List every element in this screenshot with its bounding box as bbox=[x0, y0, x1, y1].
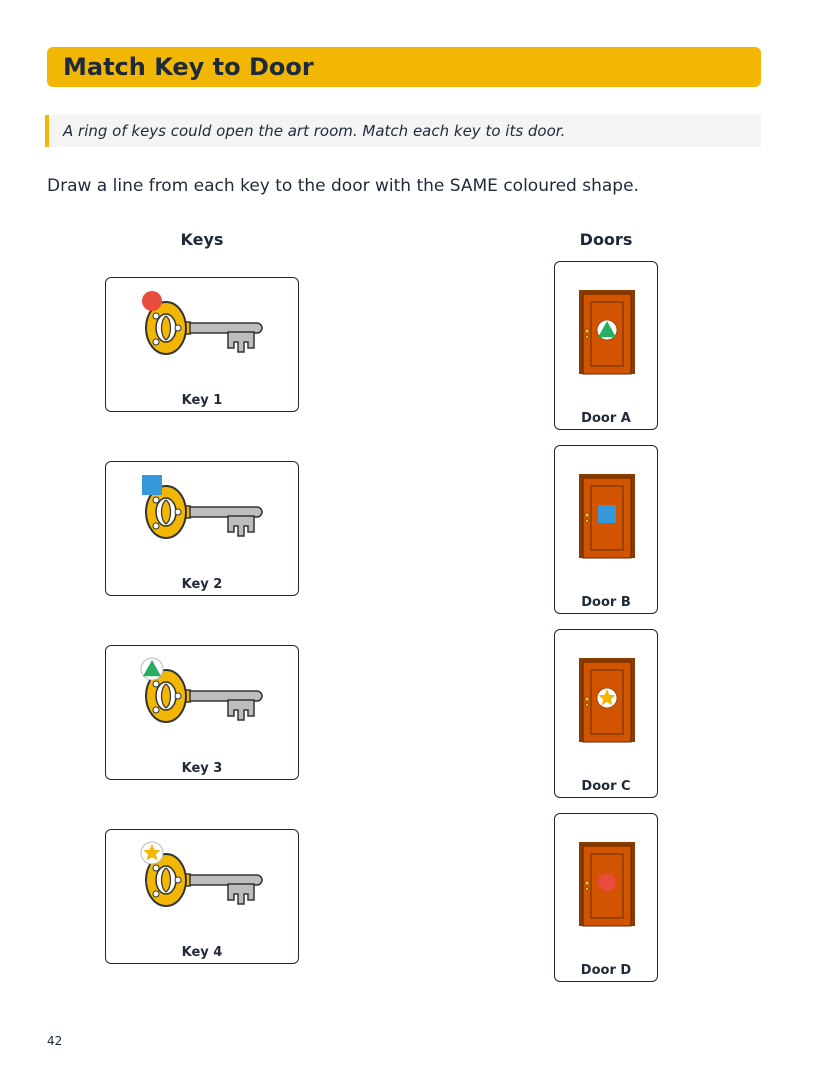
key-icon bbox=[136, 838, 276, 918]
page-title: Match Key to Door bbox=[63, 53, 314, 81]
door-label: Door A bbox=[581, 411, 631, 426]
door-icon bbox=[577, 472, 637, 562]
story-callout: A ring of keys could open the art room. Match each key to its door. bbox=[45, 115, 761, 147]
door-card-a[interactable] bbox=[554, 261, 658, 430]
door-icon bbox=[577, 288, 637, 378]
door-label: Door B bbox=[581, 595, 631, 610]
key-label: Key 1 bbox=[181, 393, 223, 408]
key-icon bbox=[136, 286, 276, 366]
key-label: Key 2 bbox=[181, 577, 223, 592]
key-icon bbox=[136, 470, 276, 550]
keys-column-heading: Keys bbox=[180, 230, 224, 249]
title-banner bbox=[47, 47, 761, 87]
page-number: 42 bbox=[47, 1034, 63, 1048]
key-card-3[interactable] bbox=[105, 645, 299, 780]
key-label: Key 3 bbox=[181, 761, 223, 776]
door-icon bbox=[577, 840, 637, 930]
instruction-text: Draw a line from each key to the door with the SAME coloured shape. bbox=[47, 176, 639, 196]
door-card-c[interactable] bbox=[554, 629, 658, 798]
door-card-b[interactable] bbox=[554, 445, 658, 614]
key-card-1[interactable] bbox=[105, 277, 299, 412]
door-card-d[interactable] bbox=[554, 813, 658, 982]
key-card-2[interactable] bbox=[105, 461, 299, 596]
key-card-4[interactable] bbox=[105, 829, 299, 964]
key-label: Key 4 bbox=[181, 945, 223, 960]
key-icon bbox=[136, 654, 276, 734]
door-label: Door D bbox=[580, 963, 632, 978]
door-icon bbox=[577, 656, 637, 746]
door-label: Door C bbox=[581, 779, 631, 794]
doors-column-heading: Doors bbox=[579, 230, 633, 249]
